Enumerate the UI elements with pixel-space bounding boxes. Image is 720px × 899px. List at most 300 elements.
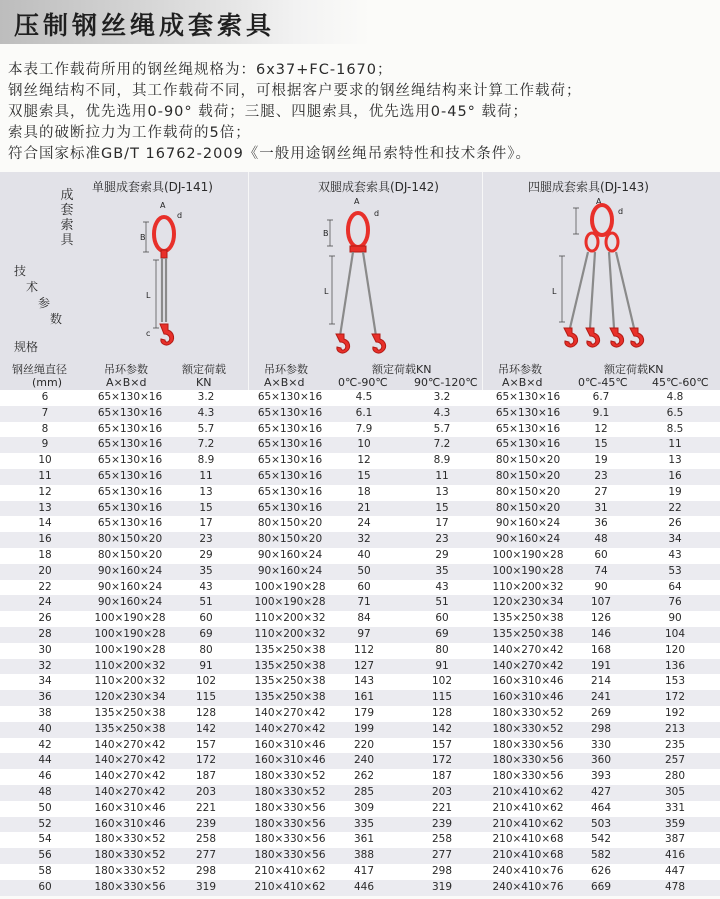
table-row	[0, 864, 720, 880]
table-cell: 4.3	[197, 406, 215, 419]
table-cell: 240×410×76	[492, 864, 564, 877]
table-cell: 161	[353, 691, 375, 704]
single-leg-sling-diagram	[132, 200, 192, 350]
wire-rope-icon	[162, 258, 166, 322]
table-cell: 417	[353, 864, 375, 877]
table-cell: 76	[668, 596, 682, 609]
table-cell: 180×330×52	[492, 706, 564, 719]
table-cell: 361	[353, 833, 375, 846]
table-cell: 43	[435, 580, 449, 593]
table-cell: 146	[590, 627, 612, 640]
table-cell: 91	[199, 659, 213, 672]
table-cell: 18	[357, 485, 371, 498]
dim-label-a: A	[354, 197, 360, 206]
label-spec: 规格	[14, 340, 39, 354]
table-cell: 91	[435, 659, 449, 672]
table-cell: 11	[199, 469, 213, 482]
table-cell: 65×130×16	[97, 485, 163, 498]
table-cell: 24	[38, 596, 52, 609]
table-cell: 80	[435, 643, 449, 656]
table-row	[0, 722, 720, 738]
label-tech-4: 数	[50, 312, 63, 326]
master-link-icon	[592, 205, 612, 235]
table-cell: 3.2	[433, 391, 451, 403]
table-cell: 128	[195, 706, 217, 719]
table-cell: 6	[41, 391, 49, 403]
table-cell: 8	[41, 422, 49, 435]
table-cell: 100×190×28	[492, 548, 564, 561]
table-cell: 446	[353, 880, 375, 893]
dimension-line	[559, 256, 565, 322]
table-cell: 240	[353, 754, 375, 767]
table-cell: 60	[594, 548, 608, 561]
table-cell: 180×330×56	[492, 738, 564, 751]
dim-label-a: A	[596, 197, 602, 206]
table-cell: 160×310×46	[94, 801, 166, 814]
table-cell: 15	[435, 501, 449, 514]
coupler-icon	[350, 246, 366, 252]
table-cell: 160×310×46	[254, 738, 326, 751]
col-single-load: 额定荷载	[182, 363, 226, 376]
table-cell: 160×310×46	[254, 754, 326, 767]
table-cell: 48	[594, 533, 608, 546]
table-cell: 8.9	[197, 454, 215, 467]
table-cell: 464	[590, 801, 612, 814]
table-cell: 140×270×42	[94, 770, 166, 783]
table-cell: 80×150×20	[495, 454, 561, 467]
table-cell: 100×190×28	[254, 580, 326, 593]
table-row	[0, 627, 720, 643]
table-cell: 626	[590, 864, 612, 877]
table-row	[0, 390, 720, 406]
col-double-ring: 吊环参数	[264, 363, 308, 376]
col-quad-load: 额定荷载KN	[604, 363, 664, 376]
table-cell: 38	[38, 706, 52, 719]
table-cell: 90	[668, 612, 682, 625]
table-row	[0, 532, 720, 548]
table-cell: 16	[668, 469, 682, 482]
table-cell: 13	[435, 485, 449, 498]
table-row	[0, 659, 720, 675]
table-cell: 6.1	[355, 406, 373, 419]
table-cell: 52	[38, 817, 52, 830]
table-cell: 13	[668, 454, 682, 467]
table-cell: 110×200×32	[254, 627, 326, 640]
table-cell: 16	[38, 533, 52, 546]
dim-label-a: A	[160, 201, 166, 210]
table-row	[0, 485, 720, 501]
table-cell: 330	[590, 738, 612, 751]
section-title-double: 双腿成套索具(DJ-142)	[318, 180, 439, 194]
table-cell: 80×150×20	[495, 485, 561, 498]
table-row	[0, 516, 720, 532]
table-cell: 65×130×16	[257, 501, 323, 514]
table-cell: 258	[431, 833, 453, 846]
section-title-quad: 四腿成套索具(DJ-143)	[528, 180, 649, 194]
table-row	[0, 437, 720, 453]
table-cell: 4.3	[433, 406, 451, 419]
table-cell: 180×330×52	[254, 770, 326, 783]
table-cell: 542	[590, 833, 612, 846]
table-row	[0, 785, 720, 801]
col-single-ring-unit: A×B×d	[106, 376, 147, 389]
hook-icon	[564, 328, 578, 347]
table-cell: 180×330×56	[254, 849, 326, 862]
table-cell: 120	[664, 643, 686, 656]
table-cell: 40	[38, 722, 52, 735]
table-cell: 7.2	[197, 438, 215, 451]
table-cell: 100×190×28	[254, 596, 326, 609]
table-cell: 210×410×62	[254, 880, 326, 893]
table-cell: 168	[590, 643, 612, 656]
table-cell: 32	[357, 533, 371, 546]
table-cell: 7	[41, 406, 49, 419]
table-cell: 135×250×38	[254, 675, 326, 688]
table-cell: 135×250×38	[492, 627, 564, 640]
table-cell: 172	[195, 754, 217, 767]
table-cell: 153	[664, 675, 686, 688]
table-cell: 65×130×16	[257, 391, 323, 403]
table-cell: 110×200×32	[94, 659, 166, 672]
table-cell: 100×190×28	[94, 643, 166, 656]
table-cell: 126	[590, 612, 612, 625]
table-cell: 241	[590, 691, 612, 704]
table-cell: 26	[38, 612, 52, 625]
table-cell: 11	[435, 469, 449, 482]
table-cell: 140×270×42	[492, 659, 564, 672]
ferrule-icon	[161, 250, 167, 258]
table-cell: 74	[594, 564, 608, 577]
table-cell: 8.9	[433, 454, 451, 467]
table-cell: 427	[590, 785, 612, 798]
table-cell: 11	[38, 469, 52, 482]
table-cell: 172	[664, 691, 686, 704]
table-cell: 80×150×20	[97, 533, 163, 546]
dim-label-d: d	[618, 207, 624, 216]
table-cell: 360	[590, 754, 612, 767]
table-cell: 447	[664, 864, 686, 877]
table-cell: 180×330×52	[94, 849, 166, 862]
four-leg-sling-diagram	[548, 196, 658, 356]
table-row	[0, 580, 720, 596]
dim-label-l: L	[324, 287, 329, 296]
table-cell: 239	[195, 817, 217, 830]
intro-line: 索具的破断拉力为工作载荷的5倍；	[8, 125, 251, 141]
table-cell: 65×130×16	[97, 517, 163, 530]
table-cell: 128	[431, 706, 453, 719]
table-cell: 53	[668, 564, 682, 577]
table-cell: 65×130×16	[257, 438, 323, 451]
table-cell: 10	[38, 454, 52, 467]
table-row	[0, 611, 720, 627]
table-cell: 15	[199, 501, 213, 514]
table-cell: 12	[357, 454, 371, 467]
table-cell: 17	[199, 517, 213, 530]
table-cell: 4.5	[355, 391, 373, 403]
table-cell: 22	[668, 501, 682, 514]
table-cell: 110×200×32	[94, 675, 166, 688]
table-cell: 65×130×16	[97, 391, 163, 403]
table-cell: 29	[199, 548, 213, 561]
label-sling-set: 成 套 索 具	[60, 188, 74, 248]
table-cell: 258	[195, 833, 217, 846]
table-cell: 387	[664, 833, 686, 846]
table-cell: 90	[594, 580, 608, 593]
table-cell: 180×330×56	[254, 833, 326, 846]
table-cell: 56	[38, 849, 52, 862]
table-cell: 30	[38, 643, 52, 656]
table-row	[0, 564, 720, 580]
col-double-angle-2: 90℃-120℃	[414, 376, 478, 389]
table-cell: 23	[594, 469, 608, 482]
table-cell: 43	[199, 580, 213, 593]
table-cell: 58	[38, 864, 52, 877]
dimension-line	[573, 208, 579, 234]
dim-label-d: d	[177, 211, 183, 220]
table-cell: 140×270×42	[492, 643, 564, 656]
label-tech-2: 术	[26, 280, 39, 294]
table-cell: 102	[431, 675, 453, 688]
table-cell: 180×330×52	[94, 864, 166, 877]
label-tech-1: 技	[14, 264, 27, 278]
col-quad-ring-unit: A×B×d	[502, 376, 543, 389]
table-cell: 104	[664, 627, 686, 640]
table-cell: 15	[594, 438, 608, 451]
table-cell: 277	[431, 849, 453, 862]
table-cell: 203	[195, 785, 217, 798]
table-cell: 17	[435, 517, 449, 530]
table-cell: 10	[357, 438, 371, 451]
table-cell: 65×130×16	[495, 438, 561, 451]
table-row	[0, 643, 720, 659]
table-cell: 388	[353, 849, 375, 862]
table-cell: 13	[38, 501, 52, 514]
table-cell: 335	[353, 817, 375, 830]
table-cell: 220	[353, 738, 375, 751]
table-cell: 80×150×20	[495, 469, 561, 482]
table-cell: 80×150×20	[257, 533, 323, 546]
table-cell: 8.5	[666, 422, 684, 435]
table-cell: 269	[590, 706, 612, 719]
intro-text	[8, 60, 708, 165]
table-cell: 65×130×16	[257, 485, 323, 498]
table-cell: 140×270×42	[94, 738, 166, 751]
table-row	[0, 706, 720, 722]
col-double-load: 额定荷载KN	[372, 363, 432, 376]
table-cell: 5.7	[197, 422, 215, 435]
table-cell: 180×330×56	[254, 801, 326, 814]
intro-line: 符合国家标准GB/T 16762-2009《一般用途钢丝绳吊索特性和技术条件》。	[8, 146, 532, 162]
sub-link-icon	[586, 233, 598, 251]
table-row	[0, 880, 720, 896]
table-cell: 157	[431, 738, 453, 751]
table-row	[0, 674, 720, 690]
table-cell: 60	[357, 580, 371, 593]
table-cell: 239	[431, 817, 453, 830]
dim-label-b: B	[140, 233, 146, 242]
table-row	[0, 406, 720, 422]
table-cell: 23	[199, 533, 213, 546]
table-cell: 127	[353, 659, 375, 672]
table-cell: 60	[38, 880, 52, 893]
table-cell: 6.5	[666, 406, 684, 419]
table-cell: 65×130×16	[97, 422, 163, 435]
table-cell: 240×410×76	[492, 880, 564, 893]
table-cell: 107	[590, 596, 612, 609]
table-cell: 69	[199, 627, 213, 640]
table-cell: 11	[668, 438, 682, 451]
table-cell: 5.7	[433, 422, 451, 435]
table-cell: 115	[431, 691, 453, 704]
table-cell: 42	[38, 738, 52, 751]
table-cell: 142	[195, 722, 217, 735]
table-cell: 65×130×16	[97, 469, 163, 482]
table-cell: 180×330×56	[492, 754, 564, 767]
col-single-ring: 吊环参数	[104, 363, 148, 376]
table-cell: 19	[594, 454, 608, 467]
table-cell: 331	[664, 801, 686, 814]
table-cell: 19	[668, 485, 682, 498]
table-cell: 214	[590, 675, 612, 688]
table-cell: 36	[594, 517, 608, 530]
table-cell: 50	[357, 564, 371, 577]
intro-line: 钢丝绳结构不同，其工作载荷不同，可根据客户要求的钢丝绳结构来计算工作载荷；	[8, 83, 582, 99]
table-cell: 298	[195, 864, 217, 877]
table-cell: 24	[357, 517, 371, 530]
table-cell: 100×190×28	[492, 564, 564, 577]
table-cell: 90×160×24	[257, 548, 323, 561]
table-cell: 90×160×24	[495, 517, 561, 530]
table-cell: 669	[590, 880, 612, 893]
table-cell: 160×310×46	[492, 675, 564, 688]
table-cell: 65×130×16	[97, 501, 163, 514]
table-cell: 27	[594, 485, 608, 498]
hook-icon	[160, 324, 174, 345]
col-diameter: 钢丝绳直径	[12, 363, 67, 376]
table-cell: 112	[353, 643, 375, 656]
table-row	[0, 832, 720, 848]
table-cell: 12	[38, 485, 52, 498]
table-cell: 65×130×16	[257, 422, 323, 435]
table-row	[0, 548, 720, 564]
col-quad-ring: 吊环参数	[498, 363, 542, 376]
table-cell: 135×250×38	[254, 659, 326, 672]
table-cell: 280	[664, 770, 686, 783]
table-cell: 12	[594, 422, 608, 435]
table-subheader	[0, 358, 720, 390]
wire-rope-icon	[570, 252, 634, 328]
table-cell: 14	[38, 517, 52, 530]
table-cell: 100×190×28	[94, 627, 166, 640]
table-cell: 65×130×16	[495, 391, 561, 403]
table-cell: 54	[38, 833, 52, 846]
table-cell: 180×330×56	[254, 817, 326, 830]
table-row	[0, 501, 720, 517]
hook-icon	[336, 334, 350, 353]
hook-icon	[630, 328, 644, 347]
dim-label-l: L	[552, 287, 557, 296]
table-cell: 136	[664, 659, 686, 672]
table-cell: 90×160×24	[495, 533, 561, 546]
dim-label-l: L	[146, 291, 151, 300]
table-cell: 210×410×68	[492, 833, 564, 846]
table-cell: 6.7	[592, 391, 610, 403]
table-cell: 21	[357, 501, 371, 514]
table-cell: 180×330×52	[254, 785, 326, 798]
table-cell: 120×230×34	[492, 596, 564, 609]
table-cell: 90×160×24	[257, 564, 323, 577]
table-body	[0, 390, 720, 896]
table-cell: 199	[353, 722, 375, 735]
table-cell: 4.8	[666, 391, 684, 403]
table-cell: 187	[431, 770, 453, 783]
dim-label-d: d	[374, 209, 380, 218]
table-cell: 29	[435, 548, 449, 561]
table-cell: 90×160×24	[97, 564, 163, 577]
table-cell: 15	[357, 469, 371, 482]
table-cell: 65×130×16	[97, 438, 163, 451]
table-cell: 97	[357, 627, 371, 640]
table-cell: 36	[38, 691, 52, 704]
table-cell: 157	[195, 738, 217, 751]
table-cell: 65×130×16	[97, 454, 163, 467]
table-cell: 180×330×56	[492, 770, 564, 783]
table-cell: 51	[199, 596, 213, 609]
hook-icon	[610, 328, 624, 347]
table-cell: 140×270×42	[254, 706, 326, 719]
table-cell: 221	[195, 801, 217, 814]
wire-rope-icon	[340, 252, 376, 336]
table-cell: 213	[664, 722, 686, 735]
table-cell: 90×160×24	[97, 596, 163, 609]
table-cell: 210×410×62	[492, 817, 564, 830]
table-cell: 100×190×28	[94, 612, 166, 625]
dim-label-c: c	[146, 329, 151, 338]
table-cell: 192	[664, 706, 686, 719]
sub-link-icon	[606, 233, 618, 251]
table-cell: 262	[353, 770, 375, 783]
table-cell: 60	[435, 612, 449, 625]
table-cell: 140×270×42	[94, 754, 166, 767]
hook-icon	[586, 328, 600, 347]
table-cell: 235	[664, 738, 686, 751]
table-cell: 120×230×34	[94, 691, 166, 704]
table-row	[0, 753, 720, 769]
table-cell: 298	[590, 722, 612, 735]
table-cell: 23	[435, 533, 449, 546]
table-cell: 22	[38, 580, 52, 593]
table-cell: 65×130×16	[257, 454, 323, 467]
intro-line: 双腿索具，优先选用0-90° 载荷；三腿、四腿索具，优先选用0-45° 载荷；	[8, 104, 529, 120]
table-cell: 210×410×62	[492, 801, 564, 814]
table-cell: 65×130×16	[97, 406, 163, 419]
table-cell: 135×250×38	[94, 722, 166, 735]
table-cell: 40	[357, 548, 371, 561]
table-cell: 135×250×38	[492, 612, 564, 625]
table-cell: 80×150×20	[97, 548, 163, 561]
dimension-line	[153, 260, 159, 328]
table-row	[0, 453, 720, 469]
table-cell: 191	[590, 659, 612, 672]
table-cell: 305	[664, 785, 686, 798]
master-link-icon	[154, 217, 174, 251]
master-link-icon	[348, 213, 368, 247]
table-row	[0, 817, 720, 833]
table-cell: 257	[664, 754, 686, 767]
table-cell: 180×330×56	[94, 880, 166, 893]
table-cell: 34	[38, 675, 52, 688]
table-cell: 503	[590, 817, 612, 830]
